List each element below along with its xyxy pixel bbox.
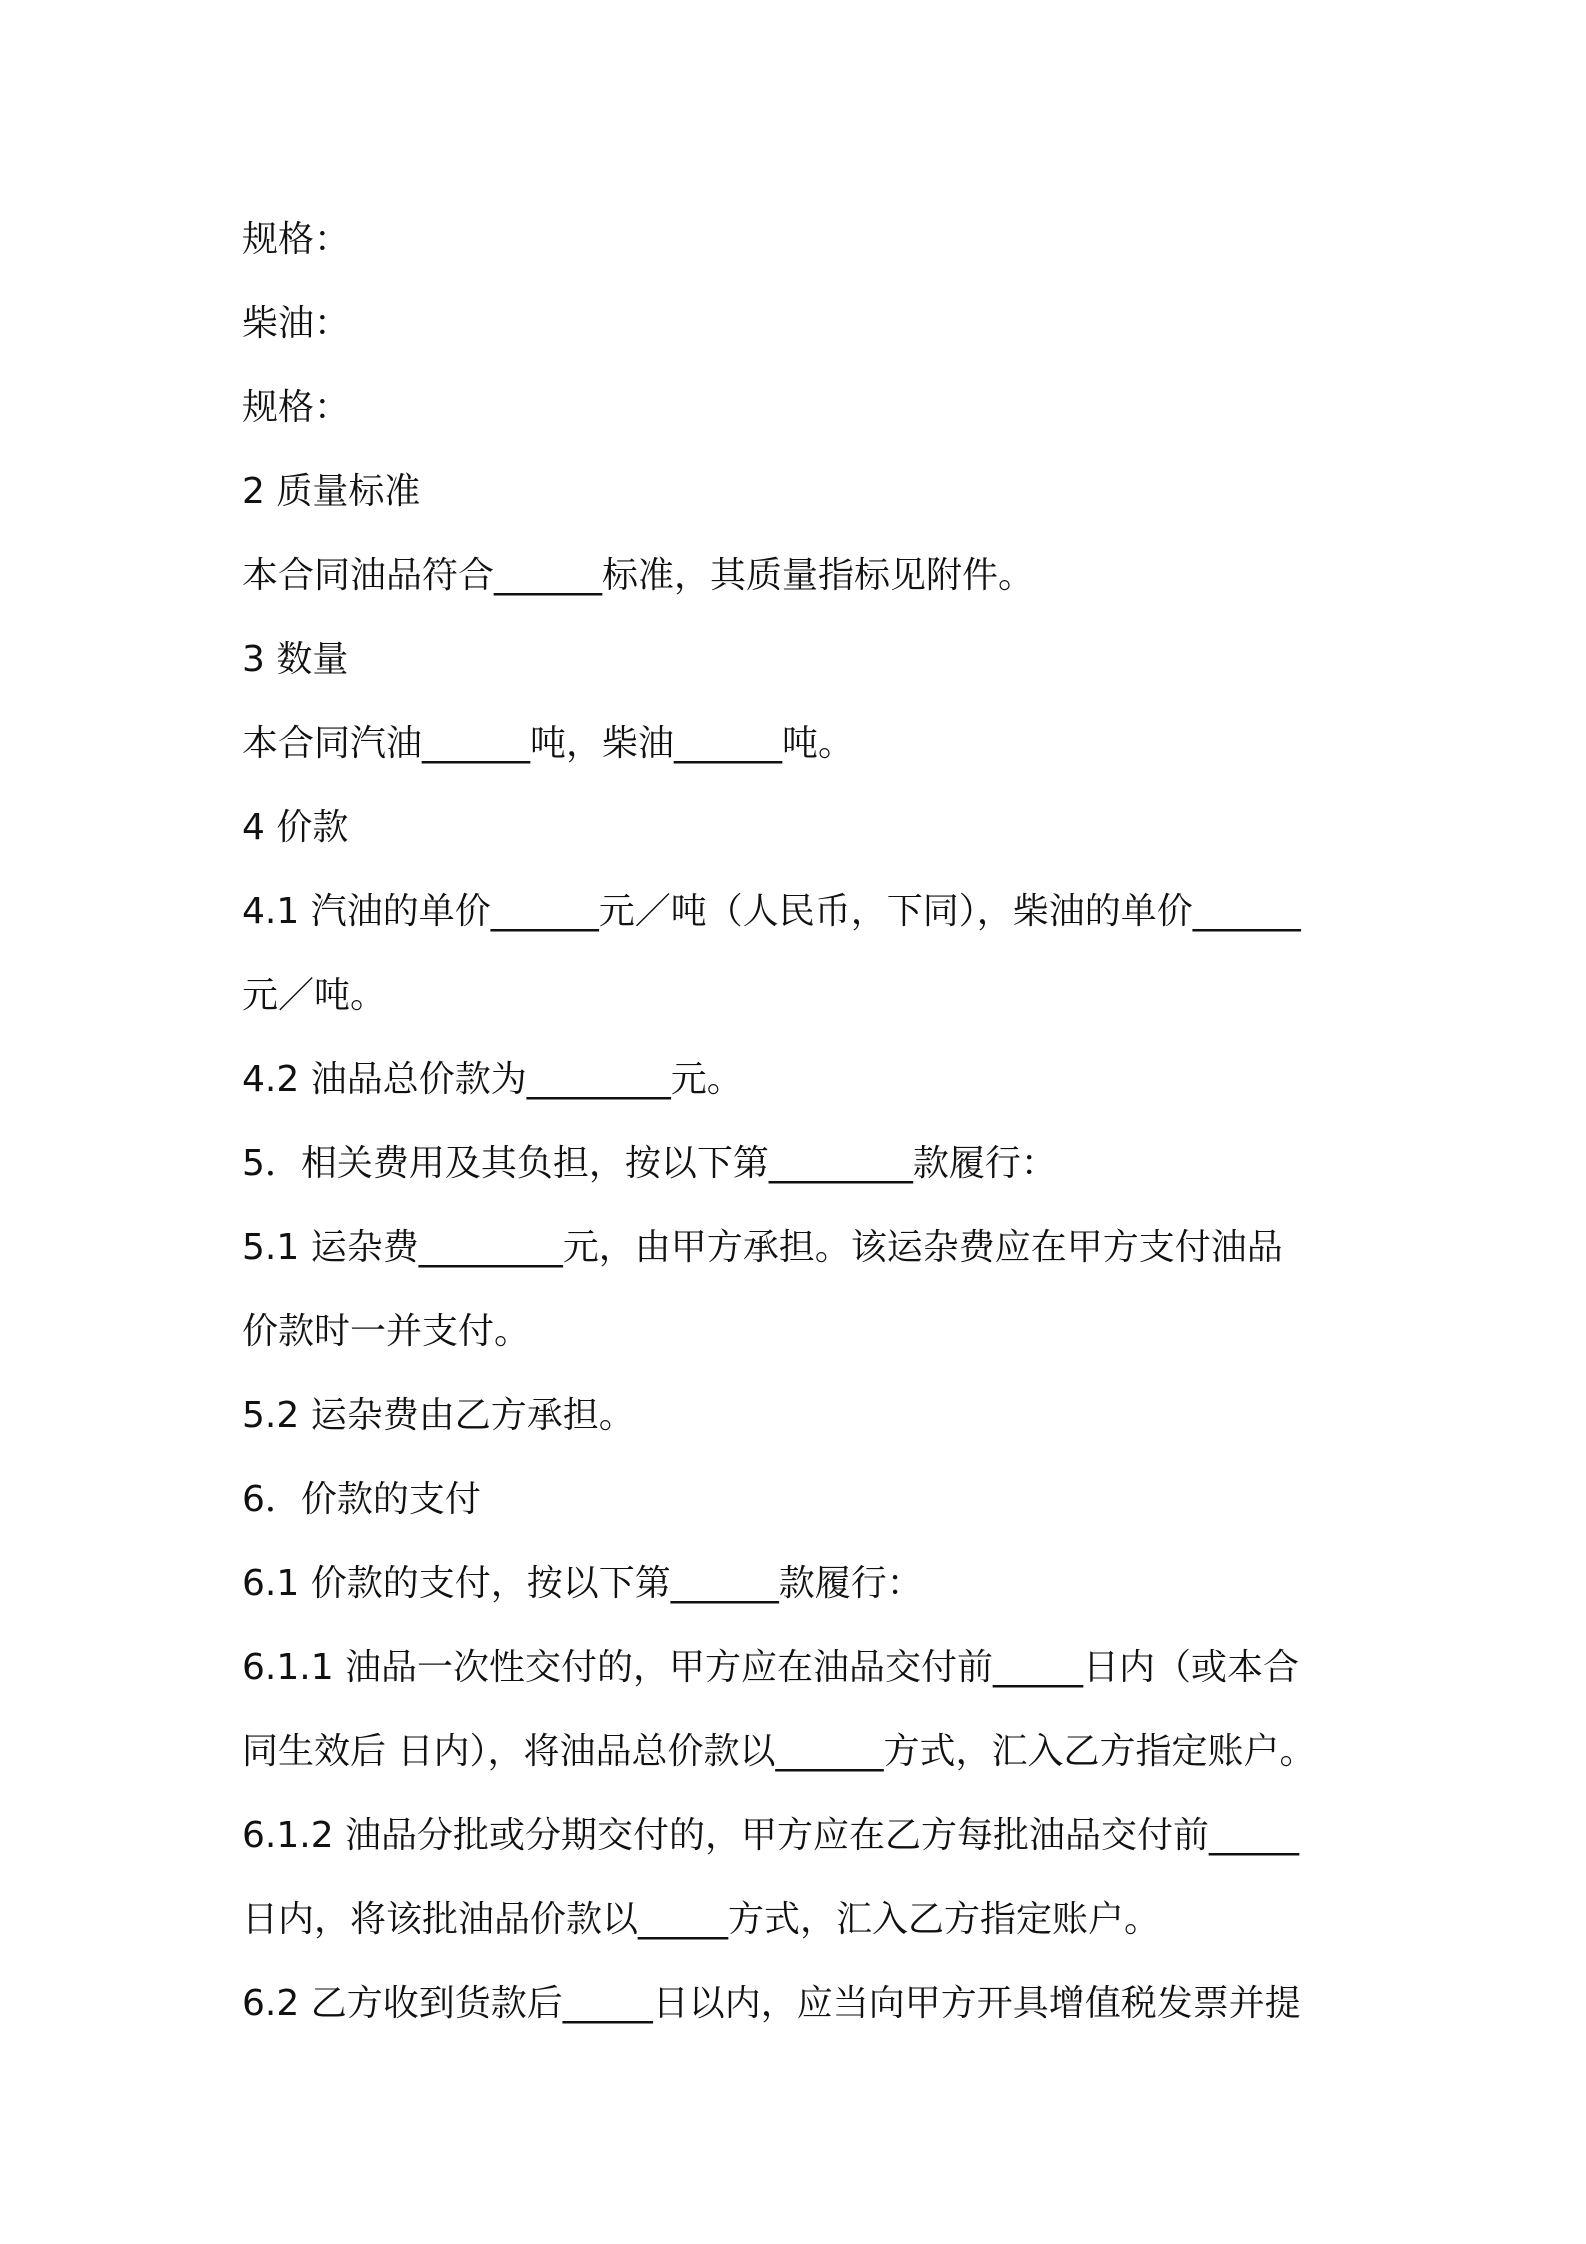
- clause-5-1: 5.1 运杂费________元，由甲方承担。该运杂费应在甲方支付油品: [242, 1227, 1283, 1268]
- clause-5-2: 5.2 运杂费由乙方承担。: [242, 1395, 635, 1436]
- section-4-heading: 4 价款: [242, 807, 349, 848]
- clause-4-1-cont: 元／吨。: [242, 975, 387, 1016]
- clause-6-1-2-cont: 日内，将该批油品价款以_____方式，汇入乙方指定账户。: [242, 1899, 1161, 1940]
- section-2-heading: 2 质量标准: [242, 471, 421, 512]
- quality-clause: 本合同油品符合______标准，其质量指标见附件。: [242, 555, 1035, 596]
- document-body: [242, 198, 1372, 2046]
- section-5-heading: 5．相关费用及其负担，按以下第________款履行：: [242, 1143, 1057, 1184]
- clause-4-2: 4.2 油品总价款为________元。: [242, 1059, 743, 1100]
- section-6-heading: 6．价款的支付: [242, 1479, 481, 1520]
- spec-label-2: 规格：: [242, 387, 351, 428]
- section-3-heading: 3 数量: [242, 639, 349, 680]
- clause-6-1-2: 6.1.2 油品分批或分期交付的，甲方应在乙方每批油品交付前_____: [242, 1815, 1300, 1856]
- clause-6-1-1: 6.1.1 油品一次性交付的，甲方应在油品交付前_____日内（或本合: [242, 1647, 1300, 1688]
- clause-6-1-1-cont: 同生效后 日内），将油品总价款以______方式，汇入乙方指定账户。: [242, 1731, 1316, 1772]
- clause-6-2: 6.2 乙方收到货款后_____日以内，应当向甲方开具增值税发票并提: [242, 1983, 1301, 2024]
- quantity-clause: 本合同汽油______吨，柴油______吨。: [242, 723, 855, 764]
- clause-5-1-cont: 价款时一并支付。: [242, 1311, 531, 1352]
- spec-label-1: 规格：: [242, 219, 351, 260]
- clause-4-1: 4.1 汽油的单价______元／吨（人民币，下同），柴油的单价______: [242, 891, 1301, 932]
- diesel-label: 柴油：: [242, 303, 351, 344]
- clause-6-1: 6.1 价款的支付，按以下第______款履行：: [242, 1563, 923, 1604]
